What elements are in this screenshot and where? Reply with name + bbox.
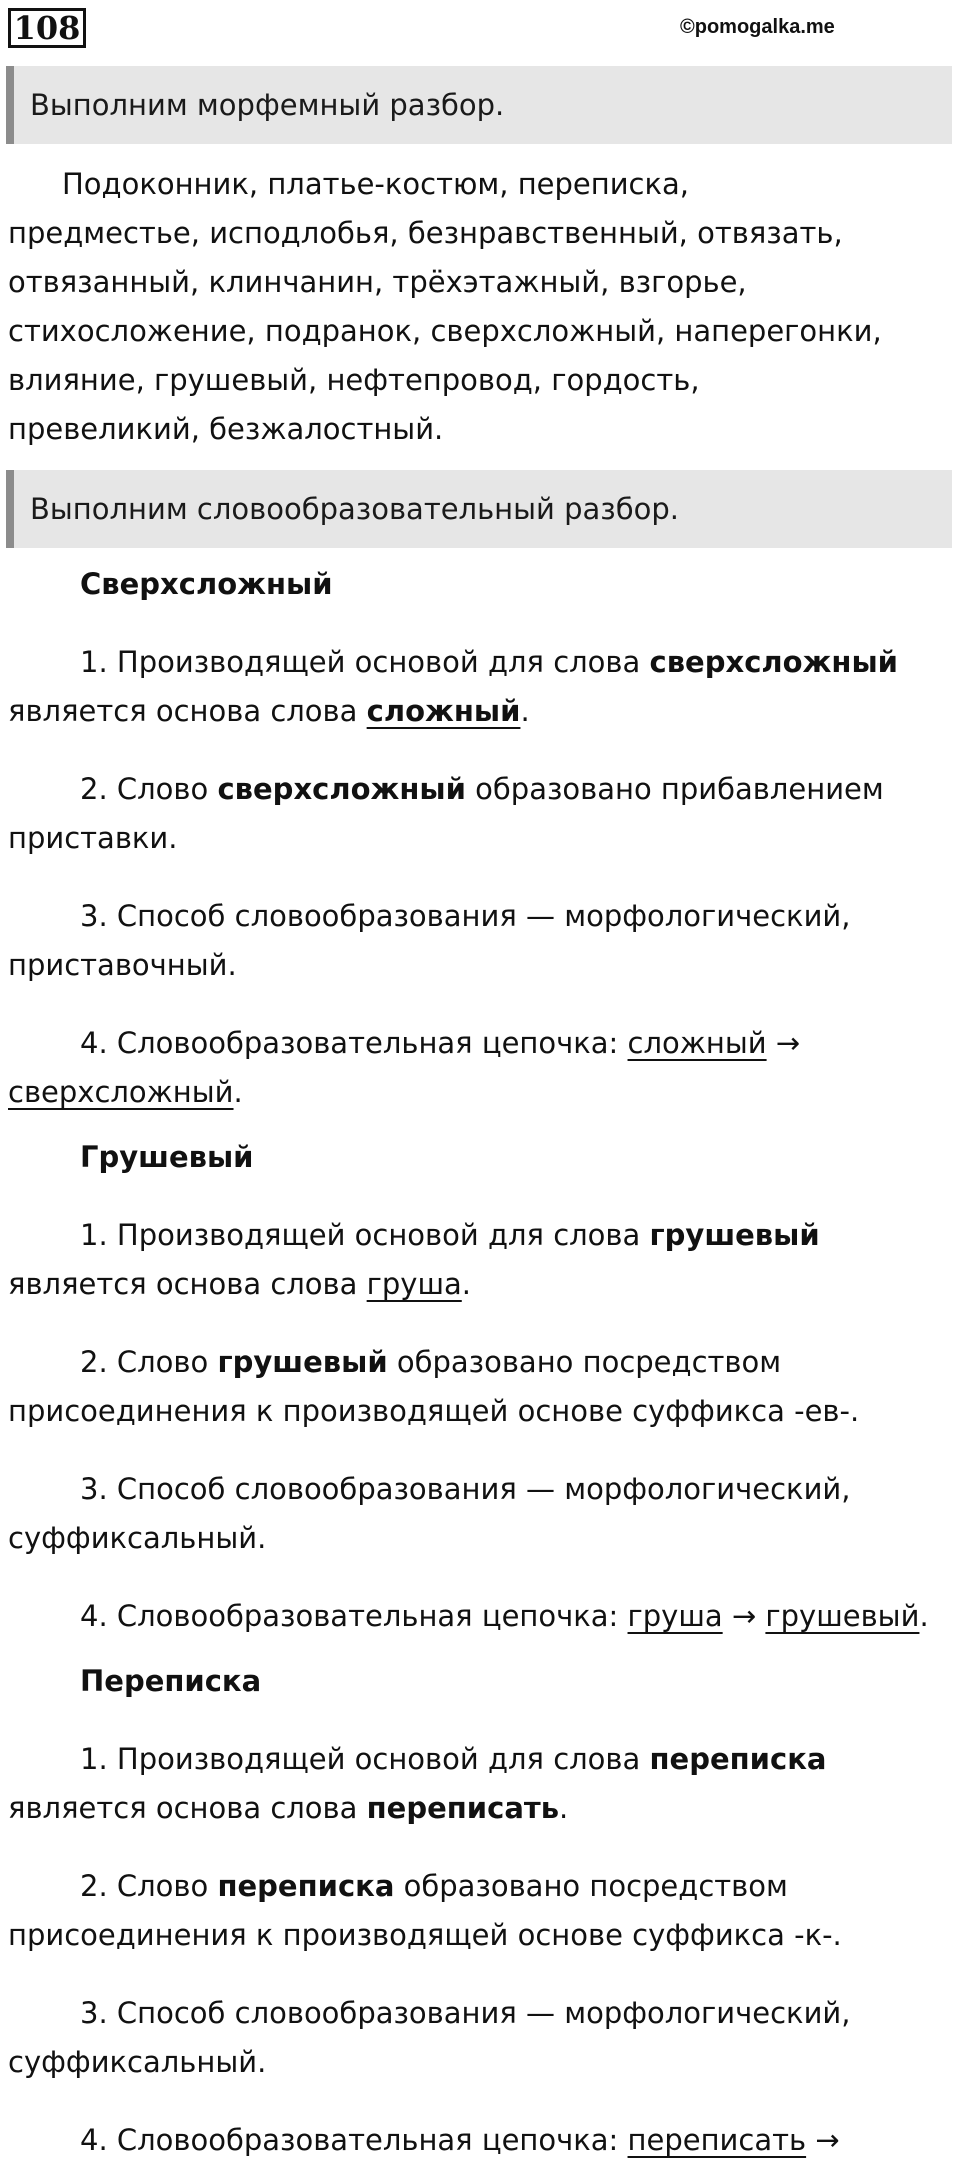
paragraph-1: 1. Производящей основой для слова грушевый является основа слова груша.: [8, 1218, 820, 1301]
paragraph-1: 1. Производящей основой для слова сверхсложный является основа слова сложный.: [8, 645, 898, 728]
paragraph-4: 4. Словообразовательная цепочка: груша → грушевый.: [80, 1599, 929, 1633]
watermark: ©pomogalka.me: [680, 16, 835, 38]
paragraph-2: 2. Слово сверхсложный образовано прибавлением приставки.: [8, 772, 884, 855]
morph-line: отвязанный, клинчанин, трёхэтажный, взгорье,: [8, 265, 747, 299]
morph-line: Подоконник, платье-костюм, переписка,: [62, 167, 690, 201]
derivation-content: [8, 560, 954, 2181]
section-grushevy: [8, 1133, 954, 1641]
morph-line: предместье, исподлобья, безнравственный, отвязать,: [8, 216, 843, 250]
paragraph-4: 4. Словообразовательная цепочка: сложный → сверхсложный.: [8, 1026, 801, 1109]
morph-line: влияние, грушевый, нефтепровод, гордость,: [8, 363, 700, 397]
paragraph-3: 3. Способ словообразования — морфологический, суффиксальный.: [8, 1472, 851, 1555]
morph-line: превеликий, безжалостный.: [8, 412, 444, 446]
paragraph-1: 1. Производящей основой для слова переписка является основа слова переписать.: [8, 1742, 827, 1825]
paragraph-4: 4. Словообразовательная цепочка: переписать →: [80, 2123, 840, 2157]
section-title: Сверхсложный: [80, 567, 333, 601]
section-title: Грушевый: [80, 1140, 254, 1174]
paragraph-3: 3. Способ словообразования — морфологический, суффиксальный.: [8, 1996, 851, 2079]
morph-line: стихосложение, подранок, сверхсложный, наперегонки,: [8, 314, 882, 348]
derivation-banner: Выполним словообразовательный разбор.: [6, 470, 952, 548]
morph-analysis: [8, 160, 954, 454]
task-number: 108: [8, 8, 86, 48]
section-perepiska: [8, 1657, 954, 2165]
section-title: Переписка: [80, 1664, 262, 1698]
morph-banner: Выполним морфемный разбор.: [6, 66, 952, 144]
paragraph-2: 2. Слово переписка образовано посредством присоединения к производящей основе суффикса -к-.: [8, 1869, 842, 1952]
section-sverkhslozhny: [8, 560, 954, 1117]
paragraph-3: 3. Способ словообразования — морфологический, приставочный.: [8, 899, 851, 982]
paragraph-2: 2. Слово грушевый образовано посредством присоединения к производящей основе суффикса -ев-.: [8, 1345, 860, 1428]
